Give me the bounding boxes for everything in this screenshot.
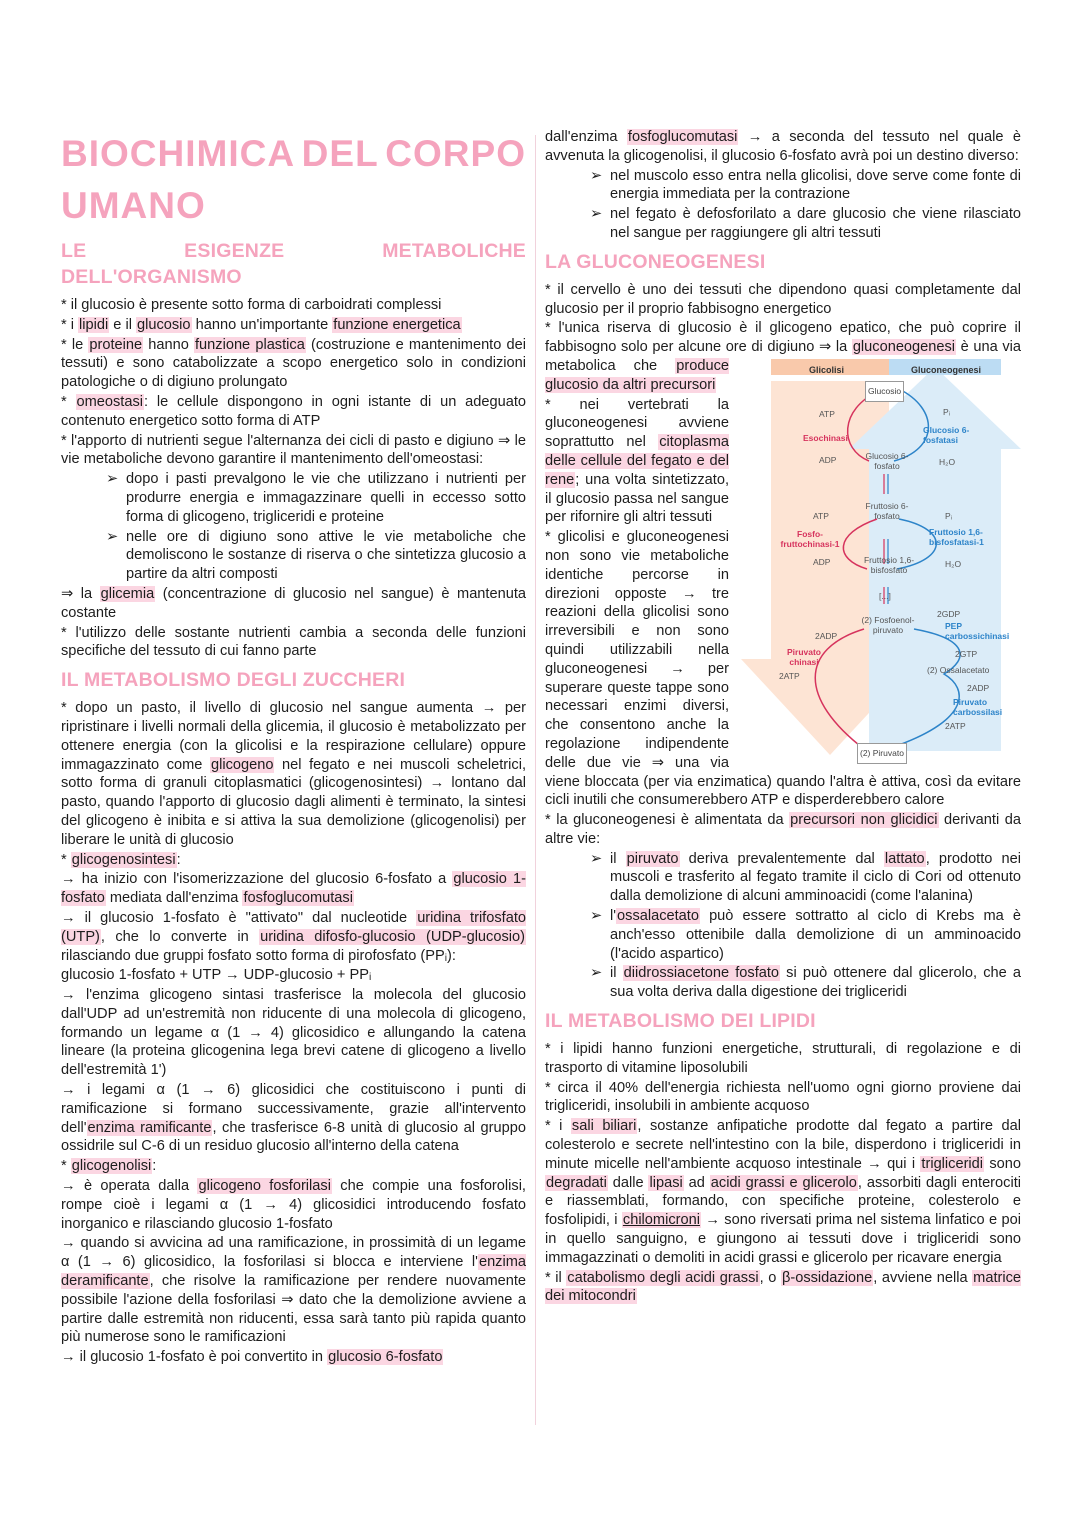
paragraph: ⇒ la glicemia (concentrazione di glucosio nel sangue) è mantenuta costante: [61, 585, 526, 621]
title-word: DEL: [301, 133, 379, 174]
paragraph: → il glucosio 1-fosfato è poi convertito in glucosio 6-fosfato: [61, 1349, 443, 1366]
highlight: β-ossidazione: [781, 1269, 873, 1286]
diagram-label: Pᵢ: [945, 510, 953, 521]
diagram-metabolite: (2) Ossalacetato: [927, 664, 990, 675]
arrow-bullet-icon: ➢: [106, 528, 119, 545]
diagram-enzyme: Glucosio 6-fosfatasi: [923, 424, 970, 445]
paragraph: → è operata dalla glicogeno fosforilasi che compie una fosforolisi, rompe cioè i legami α (1 → 4) glicosidici introducendo fosfato inorganico e rilasciando glucosio 1-fosfato: [61, 1178, 526, 1232]
paragraph: * la gluconeogenesi è alimentata da precursori non glicidici derivanti da altre vie:: [545, 812, 1021, 847]
paragraph: dall'enzima fosfoglucomutasi → a seconda del tessuto nel quale è avvenuta la glicogenolisi, il glucosio 6-fosfato avrà poi un destino diverso:: [545, 129, 1021, 164]
highlight: ossalacetato: [617, 908, 699, 925]
diagram-label: H₂O: [945, 558, 962, 569]
highlight: catabolismo degli acidi grassi: [567, 1269, 759, 1286]
gluconeogenesis-diagram: [739, 359, 1021, 759]
diagram-metabolite: (2) Fosfoenol- piruvato: [861, 614, 915, 635]
highlight: piruvato: [626, 850, 679, 867]
highlight: glucosio 1-fosfato: [61, 871, 526, 907]
paragraph: → ha inizio con l'isomerizzazione del glucosio 6-fosfato a glucosio 1-fosfato mediata dall'enzima fosfoglucomutasi: [61, 871, 526, 907]
diagram-enzyme: PEP carbossichinasi: [945, 620, 1010, 641]
diagram-metabolite: Fruttosio 1,6-bisfosfato: [863, 554, 915, 575]
column-divider: [535, 135, 536, 1425]
highlight: glicogeno fosforilasi: [198, 1178, 331, 1195]
page-title: [61, 128, 526, 232]
diagram-enzyme: Fosfo- fruttochinasi-1: [780, 528, 840, 549]
diagram-enzyme: Fruttosio 1,6-bisfosfatasi-1: [929, 526, 984, 547]
bullet-item: ➢ nel fegato è defosforilato a dare glucosio che viene rilasciato nel sangue per raggiungere gli altri tessuti: [590, 206, 1021, 241]
paragraph: → i legami α (1 → 6) glicosidici che costituiscono i punti di ramificazione si formano successivamente, grazie all'intervento dell'enzima ramificante, che trasferisce 6-8 unità di glucosio al gruppo ossidrile sul C-6 di un residuo glucosio all'interno della catena: [61, 1082, 526, 1155]
diagram-label: 2GTP: [955, 648, 978, 659]
highlight: degradati: [546, 1174, 607, 1191]
paragraph: * l'apporto di nutrienti segue l'alternanza dei cicli di pasto e digiuno ⇒ le vie metaboliche devono garantire il mantenimento dell'omeostasi:: [61, 432, 526, 468]
diagram-enzyme: Piruvato chinasi: [786, 646, 821, 667]
highlight: glicogenolisi: [71, 1158, 152, 1175]
paragraph: * il glucosio è presente sotto forma di carboidrati complessi: [61, 297, 442, 313]
right-column: [545, 128, 1021, 1307]
paragraph: → il glucosio 1-fosfato è "attivato" dal nucleotide uridina trifosfato (UTP), che lo converte in uridina difosfo-glucosio (UDP-glucosio) rilasciando due gruppi fosfato sotto forma di pirofosfato (PPᵢ):: [61, 909, 526, 964]
title-word: UMANO: [61, 185, 206, 226]
paragraph: * glicolisi e gluconeogenesi non sono vie metaboliche identiche percorse in direzioni opposte → tre reazioni della glicolisi sono irreversibili e non sono quindi utilizzabili nella gluconeogenesi → per superare queste tappe sono necessari enzimi diversi, che consentono anche la regolazione indipendente delle due vie ⇒ una via viene bloccata (per via enzimatica) quando l'altra è attiva, così da evitare cicli inutili che consumerebbero ATP e disperderebbero calore: [545, 529, 1021, 809]
arrow-bullet-icon: ➢: [590, 850, 603, 867]
equation: glucosio 1-fosfato + UTP → UDP-glucosio + PPᵢ: [61, 967, 372, 984]
diagram-header-gluconeogenesi: Gluconeogenesi: [911, 364, 982, 375]
paragraph: * il catabolismo degli acidi grassi, o β-ossidazione, avviene nella matrice dei mitocondri: [545, 1269, 1022, 1305]
highlight: fosfoglucomutasi: [627, 129, 738, 145]
diagram-header-glicolisi: Glicolisi: [809, 364, 845, 375]
paragraph: → l'enzima glicogeno sintasi trasferisce la molecola del glucosio dall'UDP ad un'estremità non riducente di una molecola di glicogeno, formando un legame α (1 → 4) glicosidico e allungando la catena lineare (la proteina glicogenina lega brevi catene di glicogeno a livello dell'estremità 1'): [61, 987, 526, 1079]
diagram-label: 2ATP: [945, 720, 966, 731]
diagram-glucosio-box: Glucosio: [865, 381, 904, 402]
diagram-label: Pᵢ: [943, 406, 951, 417]
highlight: omeostasi: [76, 393, 144, 410]
highlight: proteine: [89, 336, 143, 353]
highlight: enzima ramificante: [87, 1119, 212, 1136]
arrow-bullet-icon: ➢: [590, 908, 603, 925]
diagram-enzyme: Esochinasi: [803, 432, 848, 443]
highlight: funzione energetica: [333, 316, 461, 333]
section-heading-zuccheri: IL METABOLISMO DEGLI ZUCCHERI: [61, 669, 406, 692]
arrow-bullet-icon: ➢: [590, 965, 603, 982]
bullet-item: ➢ dopo i pasti prevalgono le vie che utilizzano i nutrienti per produrre energia e immagazzinare quelli in eccesso sotto forma di glicogeno, trigliceridi e proteine: [106, 471, 526, 525]
paragraph: * dopo un pasto, il livello di glucosio nel sangue aumenta → per ripristinare i livelli normali della glicemia, il glucosio è metabolizzato per ottenere energia (con la glicolisi e la respirazione cellulare) oppure immagazzinato come glicogeno nel fegato e nei muscoli scheletrici, sotto forma di granuli citoplasmatici (glicogenosintesi) → lontano dal pasto, quando l'apporto di glucosio dagli alimenti è terminato, la sintesi del glicogeno è inibita e si attiva la sua demolizione (glicogenolisi) per liberare le unità di glucosio: [61, 700, 526, 848]
diagram-label: 2ADP: [815, 630, 838, 641]
diagram-enzyme: Piruvato carbossilasi: [953, 696, 1003, 717]
paragraph: → quando si avvicina ad una ramificazione, in prossimità di un legame α (1 → 6) glicosidico, la fosforilasi si blocca e interviene l'enzima deramificante, che risolve la ramificazione per rendere nuovamente possibile l'azione della fosforilasi ⇒ dato che la demolizione avviene a partire dalle estremità non riducenti, essa sarà tanto più rapida quanto più numerose sono le ramificazioni: [61, 1235, 526, 1346]
paragraph: * i lipidi e il glucosio hanno un'importante funzione energetica: [61, 316, 461, 333]
left-column: [61, 128, 526, 1368]
highlight: uridina difosfo-glucosio (UDP-glucosio): [260, 928, 525, 945]
bullet-item: ➢ nel muscolo esso entra nella glicolisi, dove serve come fonte di energia immediata per la contrazione: [590, 167, 1021, 203]
title-word: BIOCHIMICA: [61, 133, 296, 174]
highlight: precursori non glicidici: [790, 812, 938, 829]
highlight: glicogeno: [211, 756, 274, 773]
highlight: diidrossiacetone fosfato: [623, 965, 780, 982]
diagram-label: [...]: [879, 590, 891, 601]
diagram-label: ADP: [819, 454, 837, 465]
paragraph: * glicogenosintesi:: [61, 851, 181, 868]
highlight: acidi grassi e glicerolo: [710, 1174, 857, 1191]
paragraph: * omeostasi: le cellule dispongono in ogni istante di un adeguato contenuto energetico sotto forma di ATP: [61, 393, 527, 429]
highlight: lipidi: [79, 316, 109, 333]
diagram-metabolite: Glucosio 6-fosfato: [865, 450, 909, 471]
highlight: chilomicroni: [622, 1212, 700, 1229]
highlight: produce glucosio da altri precursori: [545, 357, 729, 393]
section-heading-esigenze: LE ESIGENZE METABOLICHE DELL'ORGANISMO: [61, 240, 526, 288]
diagram-label: ADP: [813, 556, 831, 567]
highlight: glucosio: [137, 316, 191, 333]
paragraph: * glicogenolisi:: [61, 1158, 157, 1175]
highlight: enzima deramificante: [61, 1254, 526, 1290]
highlight: uridina trifosfato (UTP): [61, 909, 526, 945]
highlight: trigliceridi: [921, 1155, 984, 1172]
highlight: glicemia: [100, 585, 155, 602]
paragraph: * i sali biliari, sostanze anfipatiche prodotte dal fegato a partire dal colesterolo e secrete nell'intestino con la bile, disperdono i trigliceridi in minute micelle nell'ambiente acquoso intestinale → qui i trigliceridi sono degradati dalle lipasi ad acidi grassi e glicerolo, assorbiti dagli enterociti e riassemblati, formando, con specifiche proteine, colesterolo e fosfolipidi, i chilomicroni → sono riversati prima nel sistema linfatico e poi in quello sanguigno, e giungono ai tessuti dove i trigliceridi sono immagazzinati o demoliti in acidi grassi e glicerolo per ricavare energia: [545, 1118, 1022, 1266]
highlight: sali biliari: [571, 1118, 637, 1135]
paragraph: * il cervello è uno dei tessuti che dipendono quasi completamente dal glucosio per il proprio fabbisogno energetico: [545, 281, 1021, 317]
highlight: glicogenosintesi: [71, 851, 176, 868]
diagram-label: ATP: [819, 408, 835, 419]
diagram-label: H₂O: [939, 456, 956, 467]
diagram-label: 2ATP: [779, 670, 800, 681]
highlight: funzione plastica: [195, 336, 305, 353]
arrow-bullet-icon: ➢: [590, 167, 603, 184]
diagram-label: 2ADP: [967, 682, 990, 693]
highlight: citoplasma delle cellule del fegato e del rene: [545, 434, 729, 488]
paragraph: * i lipidi hanno funzioni energetiche, strutturali, di regolazione e di trasporto di vitamine liposolubili: [545, 1041, 1021, 1076]
paragraph: * l'unica riserva di glucosio è il glicogeno epatico, che può coprire il fabbisogno solo per alcune ore di digiuno ⇒ la gluconeogenesi è una via metabolica che Glicolisi Gluconeogenesi Glucosio ATP Esochinasi ADP Glucosio 6-fosfato Pᵢ Glucosio 6-fosfatasi H₂O Fruttosio 6-fosfato ATP Fosfo- fruttochinasi-1 ADP Fruttosio 1,6-bisfosfato Pᵢ Fruttosio 1,6-bisfosfatasi-1 H₂O [...] (2) Fosfoenol- piruvato 2ADP Piruvato chinasi 2ATP 2GDP PEP carbossichinasi 2GTP (2) Ossalacetato 2ADP Piruvato carbossilasi 2ATP (2) Piruvato produce glucosio da altri precursori: [545, 319, 1021, 394]
arrow-bullet-icon: ➢: [590, 206, 603, 223]
section-heading-lipidi: IL METABOLISMO DEI LIPIDI: [545, 1010, 816, 1033]
paragraph: * l'utilizzo delle sostante nutrienti cambia a seconda delle funzioni specifiche del tessuto di cui fanno parte: [61, 624, 526, 660]
diagram-piruvato-box: (2) Piruvato: [857, 743, 907, 764]
highlight: lipasi: [649, 1174, 683, 1191]
highlight: fosfoglucomutasi: [243, 890, 353, 907]
paragraph: * nei vertebrati la gluconeogenesi avviene soprattutto nel citoplasma delle cellule del fegato e del rene; una volta sintetizzato, il glucosio passa nel sangue per rifornire gli altri tessuti: [545, 396, 729, 526]
title-word: CORPO: [385, 133, 526, 174]
arrow-bullet-icon: ➢: [106, 471, 119, 488]
highlight: matrice dei mitocondri: [545, 1269, 1022, 1305]
section-heading-gluconeogenesi: LA GLUCONEOGENESI: [545, 250, 766, 273]
paragraph: * le proteine hanno funzione plastica (costruzione e mantenimento dei tessuti) e sono catabolizzate a scopo energetico solo in condizioni patologiche o di digiuno prolungato: [61, 336, 526, 391]
paragraph: * circa il 40% dell'energia richiesta nell'uomo ogni giorno proviene dai trigliceridi, insolubili in ambiente acquoso: [545, 1079, 1021, 1115]
diagram-metabolite: Fruttosio 6-fosfato: [865, 500, 909, 521]
bullet-item: ➢ nelle ore di digiuno sono attive le vie metaboliche che demoliscono le sostanze di riserva o che sintetizza glucosio a partire da altri composti: [106, 528, 526, 583]
bullet-item: ➢ il diidrossiacetone fosfato si può ottenere dal glicerolo, che a sua volta deriva dalla digestione dei trigliceridi: [590, 965, 1021, 1001]
diagram-label: ATP: [813, 510, 829, 521]
bullet-item: ➢ l'ossalacetato può essere sottratto al ciclo di Krebs ma è anch'esso ottenibile dalla demolizione di un amminoacido (l'acido aspartico): [590, 908, 1021, 962]
highlight: lattato: [884, 850, 925, 867]
highlight: glucosio 6-fosfato: [328, 1349, 443, 1366]
highlight: gluconeogenesi: [852, 339, 956, 356]
diagram-label: 2GDP: [937, 608, 961, 619]
bullet-item: ➢ il piruvato deriva prevalentemente dal lattato, prodotto nei muscoli e trasferito al fegato tramite il ciclo di Cori od ottenuto dalla demolizione di alcuni amminoacidi (come l'alanina): [590, 850, 1021, 905]
